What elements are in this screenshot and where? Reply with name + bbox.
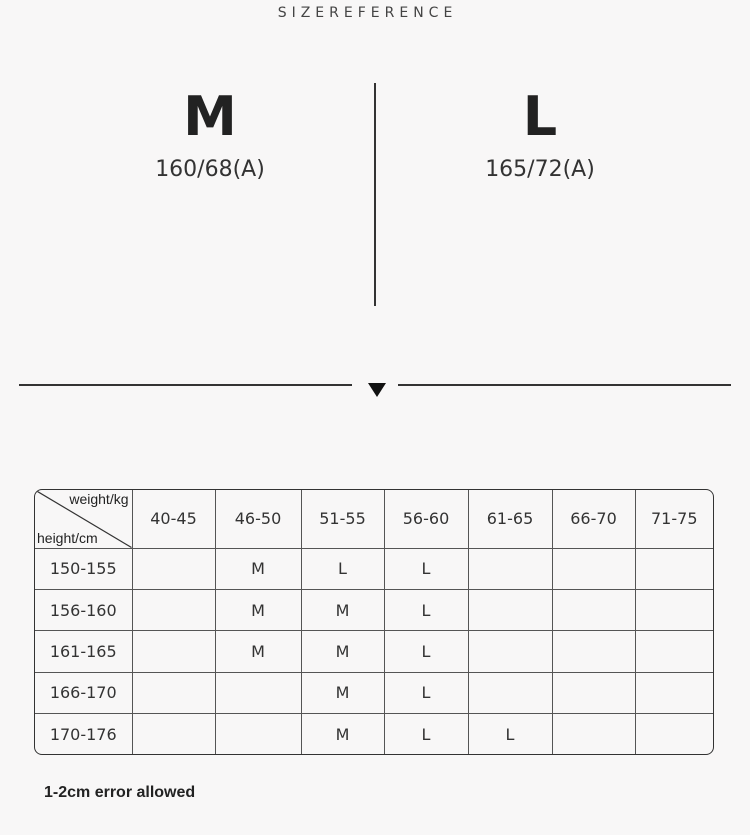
size-cell	[468, 589, 552, 630]
weight-header: 46-50	[215, 490, 301, 548]
size-cell	[215, 672, 301, 713]
size-m-block	[100, 85, 320, 182]
size-table	[35, 490, 713, 754]
weight-header: 61-65	[468, 490, 552, 548]
table-row	[35, 589, 713, 630]
table-header-row	[35, 490, 713, 548]
height-range-cell: 161-165	[35, 631, 132, 672]
size-cell: L	[384, 548, 468, 589]
horizontal-divider-right	[398, 384, 731, 386]
table-row	[35, 714, 713, 754]
vertical-divider	[374, 83, 376, 306]
size-m-spec: 160/68(A)	[155, 157, 265, 182]
size-cell	[132, 631, 215, 672]
weight-header: 66-70	[552, 490, 635, 548]
corner-height-label: height/cm	[37, 529, 98, 546]
size-cell: M	[215, 589, 301, 630]
size-cell: L	[301, 548, 384, 589]
size-cell: M	[301, 631, 384, 672]
size-cell	[552, 589, 635, 630]
table-row	[35, 631, 713, 672]
corner-weight-label: weight/kg	[69, 491, 129, 507]
size-cell	[635, 589, 713, 630]
size-cell: L	[384, 631, 468, 672]
weight-header: 40-45	[132, 490, 215, 548]
weight-header: 56-60	[384, 490, 468, 548]
size-cell: L	[384, 672, 468, 713]
size-cell	[132, 672, 215, 713]
weight-header: 71-75	[635, 490, 713, 548]
size-cell	[132, 548, 215, 589]
size-l-letter: L	[522, 85, 558, 148]
table-row	[35, 548, 713, 589]
size-cell	[215, 714, 301, 754]
size-cell: L	[468, 714, 552, 754]
size-m-letter: M	[183, 85, 237, 148]
size-cell	[635, 631, 713, 672]
size-cell	[635, 548, 713, 589]
size-cell	[552, 714, 635, 754]
size-cell	[468, 548, 552, 589]
size-cell: M	[301, 714, 384, 754]
height-range-cell: 170-176	[35, 714, 132, 754]
size-table-container	[34, 489, 714, 755]
size-l-block	[430, 85, 650, 182]
height-range-cell: 166-170	[35, 672, 132, 713]
size-cell	[552, 672, 635, 713]
size-cell	[552, 548, 635, 589]
size-cell: M	[301, 672, 384, 713]
size-cell	[635, 672, 713, 713]
size-cell	[132, 714, 215, 754]
height-range-cell: 150-155	[35, 548, 132, 589]
size-cell	[468, 672, 552, 713]
size-cell: M	[301, 589, 384, 630]
horizontal-divider-left	[19, 384, 352, 386]
size-cell: M	[215, 548, 301, 589]
page-title: SIZEREFERENCE	[277, 5, 458, 21]
height-range-cell: 156-160	[35, 589, 132, 630]
size-cell	[132, 589, 215, 630]
table-corner-cell	[35, 490, 132, 548]
size-cell: L	[384, 589, 468, 630]
table-row	[35, 672, 713, 713]
error-note: 1-2cm error allowed	[44, 784, 196, 801]
weight-header: 51-55	[301, 490, 384, 548]
size-cell	[552, 631, 635, 672]
size-cell	[635, 714, 713, 754]
size-l-spec: 165/72(A)	[485, 157, 595, 182]
size-cell: L	[384, 714, 468, 754]
down-triangle-icon	[368, 383, 386, 397]
size-cell: M	[215, 631, 301, 672]
size-cell	[468, 631, 552, 672]
